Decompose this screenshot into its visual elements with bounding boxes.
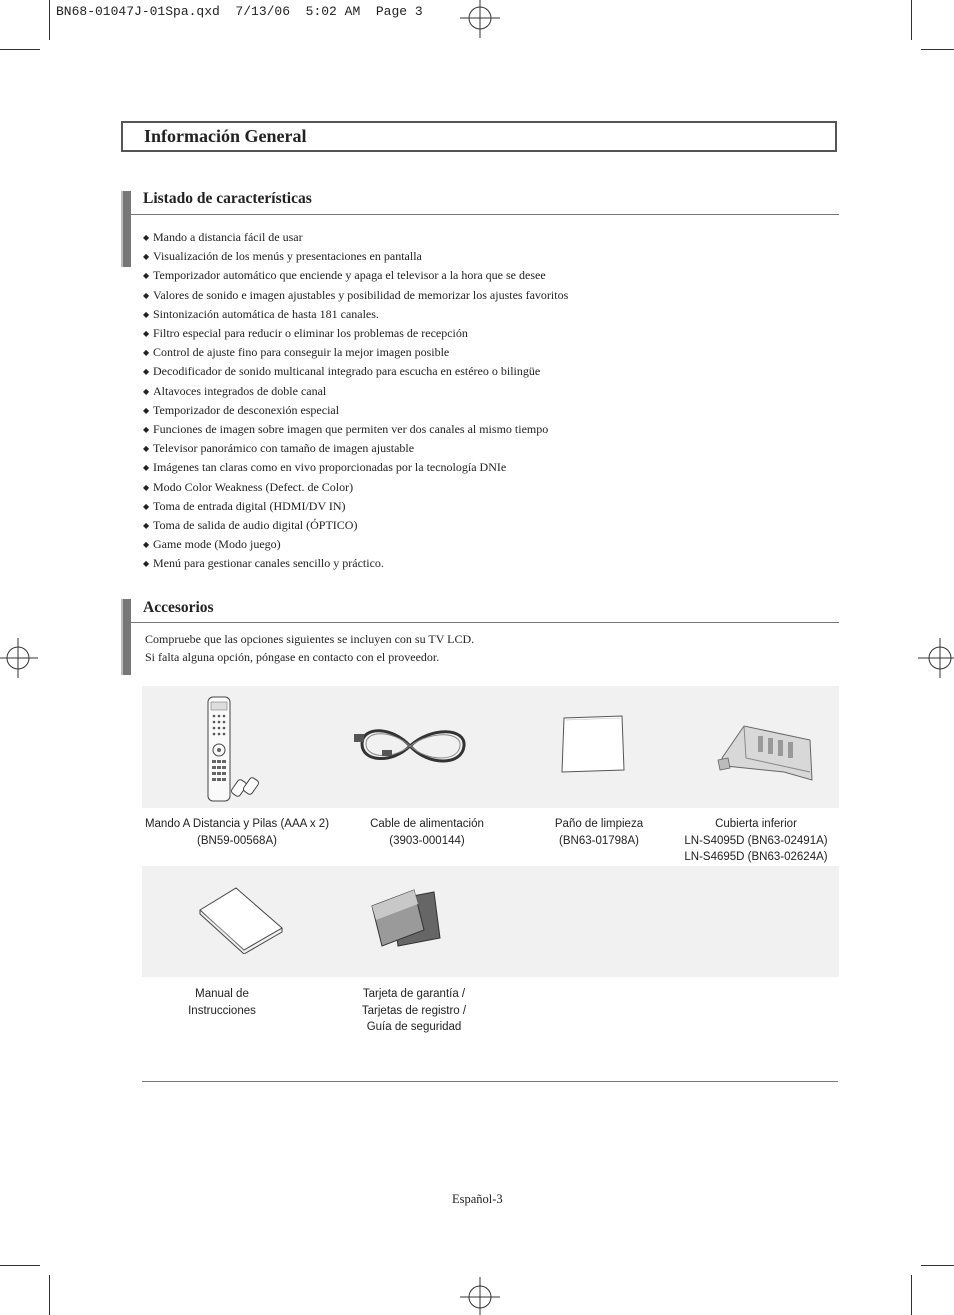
accessories-intro xyxy=(145,630,474,666)
crop-mark xyxy=(49,1275,50,1315)
intro-line: Compruebe que las opciones siguientes se incluyen con su TV LCD. xyxy=(145,632,475,646)
feature-item: ◆ Temporizador automático que enciende y apaga el televisor a la hora que se desee xyxy=(143,266,568,285)
bullet-icon: ◆ xyxy=(143,367,150,377)
bullet-icon: ◆ xyxy=(143,463,150,473)
bullet-icon: ◆ xyxy=(143,252,150,262)
bullet-icon: ◆ xyxy=(143,290,150,300)
crop-mark xyxy=(0,49,40,50)
accessory-caption: Tarjeta de garantía / Tarjetas de registro / Guía de seguridad xyxy=(361,988,467,1033)
bullet-icon: ◆ xyxy=(143,405,150,415)
features-list xyxy=(143,228,568,574)
feature-item: ◆ Game mode (Modo juego) xyxy=(143,535,568,554)
registration-mark-left xyxy=(0,638,40,678)
bullet-icon: ◆ xyxy=(143,348,150,358)
bullet-icon: ◆ xyxy=(143,501,150,511)
feature-item: ◆ Altavoces integrados de doble canal xyxy=(143,382,568,401)
bullet-icon: ◆ xyxy=(143,386,150,396)
feature-item: ◆ Valores de sonido e imagen ajustables y posibilidad de memorizar los ajustes favoritos xyxy=(143,286,568,305)
section-marker xyxy=(121,599,131,675)
registration-mark-top xyxy=(460,0,500,40)
bullet-icon: ◆ xyxy=(143,425,150,435)
section-marker xyxy=(121,191,131,267)
page-title: Información General xyxy=(144,126,307,146)
accessory-caption: Paño de limpieza (BN63-01798A) xyxy=(554,818,644,847)
accessory-caption: Mando A Distancia y Pilas (AAA x 2) (BN59-00568A) xyxy=(144,818,330,847)
bullet-icon: ◆ xyxy=(143,444,150,454)
bullet-icon: ◆ xyxy=(143,540,150,550)
remote-control-icon xyxy=(200,694,270,804)
crop-mark xyxy=(0,1265,40,1266)
bullet-icon: ◆ xyxy=(143,329,150,339)
features-heading: Listado de características xyxy=(143,190,312,207)
bottom-cover-icon xyxy=(714,718,818,786)
warranty-card-icon xyxy=(368,886,444,950)
section-title-box xyxy=(121,121,837,152)
crop-mark xyxy=(921,49,954,50)
bullet-icon: ◆ xyxy=(143,271,150,281)
bullet-icon: ◆ xyxy=(143,521,150,531)
accessory-caption: Cubierta inferior LN-S4095D (BN63-02491A) LN-S4695D (BN63-02624A) xyxy=(684,818,828,863)
feature-item: ◆ Filtro especial para reducir o eliminar los problemas de recepción xyxy=(143,324,568,343)
crop-mark xyxy=(911,1275,912,1315)
power-cable-icon xyxy=(352,716,472,776)
bullet-icon: ◆ xyxy=(143,309,150,319)
accessory-caption: Cable de alimentación (3903-000144) xyxy=(370,818,484,847)
print-slug: BN68-01047J-01Spa.qxd 7/13/06 5:02 AM Page 3 xyxy=(56,4,423,19)
feature-item: ◆ Visualización de los menús y presentaciones en pantalla xyxy=(143,247,568,266)
feature-item: ◆ Mando a distancia fácil de usar xyxy=(143,228,568,247)
feature-item: ◆ Modo Color Weakness (Defect. de Color) xyxy=(143,478,568,497)
bullet-icon: ◆ xyxy=(143,482,150,492)
feature-item: ◆ Decodificador de sonido multicanal integrado para escucha en estéreo o bilingüe xyxy=(143,362,568,381)
feature-item: ◆ Televisor panorámico con tamaño de imagen ajustable xyxy=(143,439,568,458)
feature-item: ◆ Imágenes tan claras como en vivo proporcionadas por la tecnología DNIe xyxy=(143,458,568,477)
accessory-caption: Manual de Instrucciones xyxy=(188,988,256,1017)
feature-item: ◆ Toma de salida de audio digital (ÓPTICO) xyxy=(143,516,568,535)
manual-icon xyxy=(196,884,286,954)
crop-mark xyxy=(921,1265,954,1266)
section-divider xyxy=(131,622,839,623)
section-divider xyxy=(131,214,839,215)
bullet-icon: ◆ xyxy=(143,233,150,242)
bottom-divider xyxy=(142,1081,838,1082)
registration-mark-right xyxy=(914,638,954,678)
feature-item: ◆ Funciones de imagen sobre imagen que permiten ver dos canales al mismo tiempo xyxy=(143,420,568,439)
bullet-icon: ◆ xyxy=(143,559,150,569)
crop-mark xyxy=(911,0,912,40)
registration-mark-bottom xyxy=(460,1275,500,1315)
feature-item: ◆ Temporizador de desconexión especial xyxy=(143,401,568,420)
feature-item: ◆ Sintonización automática de hasta 181 canales. xyxy=(143,305,568,324)
feature-item: ◆ Control de ajuste fino para conseguir la mejor imagen posible xyxy=(143,343,568,362)
page-number: Español-3 xyxy=(452,1192,503,1206)
feature-item: ◆ Menú para gestionar canales sencillo y práctico. xyxy=(143,554,568,573)
feature-item: ◆ Toma de entrada digital (HDMI/DV IN) xyxy=(143,497,568,516)
intro-line: Si falta alguna opción, póngase en contacto con el proveedor. xyxy=(145,650,440,664)
crop-mark xyxy=(49,0,50,40)
cleaning-cloth-icon xyxy=(558,712,628,776)
accessories-heading: Accesorios xyxy=(143,599,214,616)
